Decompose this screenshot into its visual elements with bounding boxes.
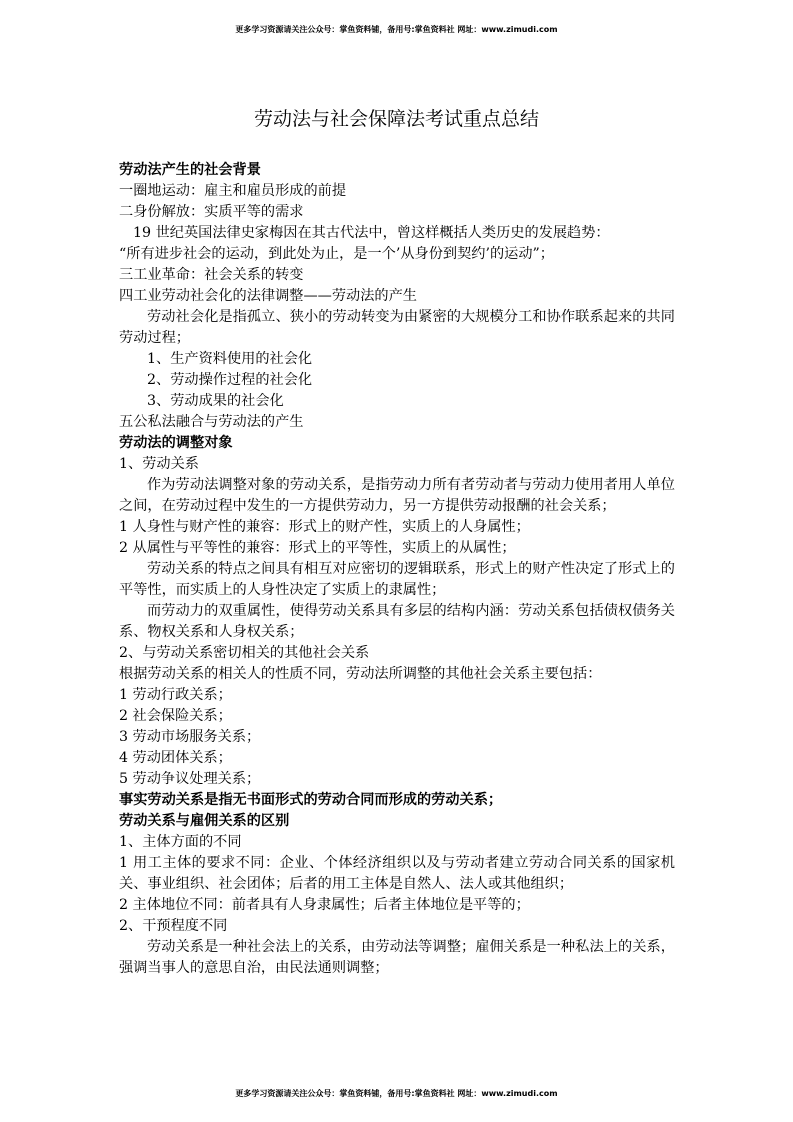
paragraph: 1 用工主体的要求不同：企业、个体经济组织以及与劳动者建立劳动合同关系的国家机关、事业组织、社会团体；后者的用工主体是自然人、法人或其他组织；	[119, 855, 675, 892]
paragraph: 2 主体地位不同：前者具有人身隶属性；后者主体地位是平等的；	[119, 897, 530, 913]
list-item: 3 劳动市场服务关系；	[119, 729, 261, 745]
paragraph: 五公私法融合与劳动法的产生	[119, 414, 304, 430]
paragraph: 二身份解放：实质平等的需求	[119, 204, 304, 220]
paragraph: 劳动关系的特点之间具有相互对应密切的逻辑联系，形式上的财产性决定了形式上的平等性，而实质上的人身性决定了实质上的隶属性；	[119, 561, 675, 598]
section-heading: 劳动法的调整对象	[119, 435, 233, 451]
paragraph: 四工业劳动社会化的法律调整——劳动法的产生	[119, 288, 417, 304]
page-title: 劳动法与社会保障法考试重点总结	[253, 108, 539, 130]
paragraph: 作为劳动法调整对象的劳动关系，是指劳动力所有者劳动者与劳动力使用者用人单位之间，在劳动过程中发生的一方提供劳动力，另一方提供劳动报酬的社会关系；	[119, 477, 675, 514]
list-item: 2 社会保险关系；	[119, 708, 232, 724]
paragraph: 1、主体方面的不同	[119, 834, 242, 850]
section-heading: 事实劳动关系是指无书面形式的劳动合同而形成的劳动关系；	[119, 792, 503, 808]
list-item: 3、劳动成果的社会化	[147, 393, 284, 409]
paragraph: 2、干预程度不同	[119, 918, 228, 934]
paragraph: 劳动关系是一种社会法上的关系，由劳动法等调整；雇佣关系是一种私法上的关系，强调当事人的意思自治，由民法通则调整；	[119, 939, 675, 976]
list-item: 1 劳动行政关系；	[119, 687, 232, 703]
list-item: 1、生产资料使用的社会化	[147, 351, 313, 367]
paragraph: 劳动社会化是指孤立、狭小的劳动转变为由紧密的大规模分工和协作联系起来的共同劳动过程；	[119, 309, 675, 346]
paragraph: 19 世纪英国法律史家梅因在其古代法中，曾这样概括人类历史的发展趋势：	[133, 225, 610, 241]
top-banner: 更多学习资源请关注公众号：掌鱼资料铺，备用号:掌鱼资料社 网址：www.zimudi.com	[235, 25, 558, 34]
paragraph: 2、与劳动关系密切相关的其他社会关系	[119, 645, 370, 661]
bottom-banner: 更多学习资源请关注公众号：掌鱼资料铺，备用号:掌鱼资料社 网址：www.zimudi.com	[235, 1089, 558, 1098]
paragraph: 1、劳动关系	[119, 456, 199, 472]
paragraph: 而劳动力的双重属性，使得劳动关系具有多层的结构内涵：劳动关系包括债权债务关系、物权关系和人身权关系；	[119, 603, 675, 640]
paragraph: 一圈地运动：雇主和雇员形成的前提	[119, 183, 347, 199]
paragraph: 根据劳动关系的相关人的性质不同，劳动法所调整的其他社会关系主要包括：	[119, 666, 602, 682]
list-item: 5 劳动争议处理关系；	[119, 771, 261, 787]
list-item: 4 劳动团体关系；	[119, 750, 232, 766]
paragraph: 1 人身性与财产性的兼容：形式上的财产性，实质上的人身属性；	[119, 519, 530, 535]
paragraph: 三工业革命：社会关系的转变	[119, 267, 304, 283]
paragraph: “所有进步社会的运动，到此处为止，是一个’从身份到契约’的运动”；	[119, 246, 554, 262]
section-heading: 劳动关系与雇佣关系的区别	[119, 813, 290, 829]
paragraph: 2 从属性与平等性的兼容：形式上的平等性，实质上的从属性；	[119, 540, 516, 556]
list-item: 2、劳动操作过程的社会化	[147, 372, 313, 388]
document-body	[119, 160, 675, 979]
section-heading: 劳动法产生的社会背景	[119, 162, 261, 178]
